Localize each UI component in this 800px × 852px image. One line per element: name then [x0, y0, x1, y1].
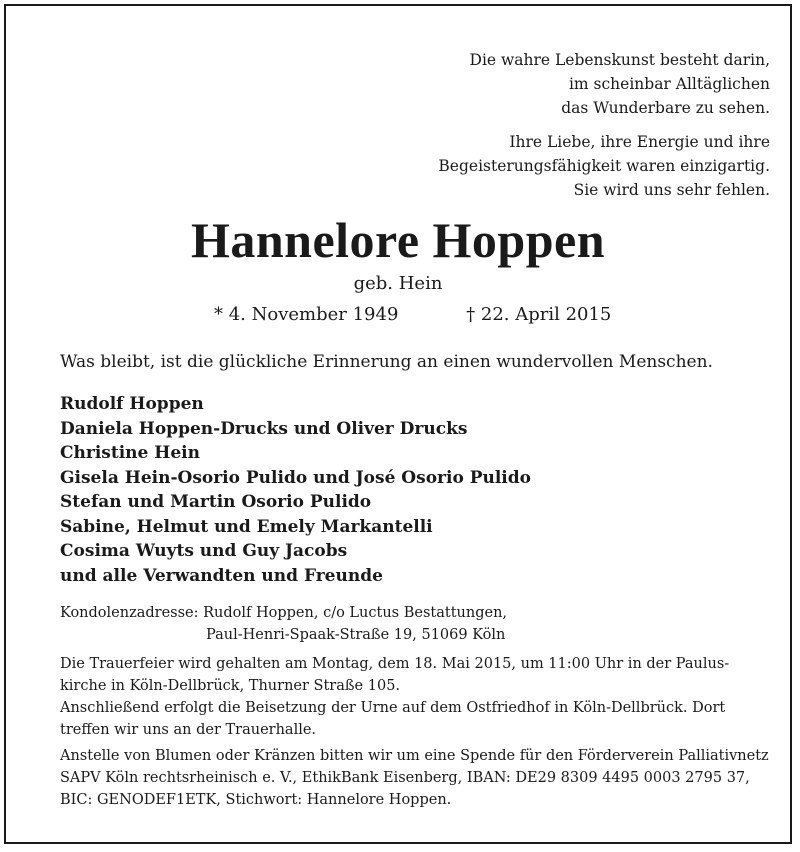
quote-line: im scheinbar Alltäglichen [568, 75, 770, 93]
mourner-entry: und alle Verwandten und Freunde [60, 565, 383, 586]
donation-info [60, 745, 769, 811]
death-date: † 22. April 2015 [466, 304, 612, 325]
mourner-entry: Gisela Hein-Osorio Pulido und José Osorio Pulido [60, 467, 531, 488]
condolence-line: Kondolenzadresse: Rudolf Hoppen, c/o Luctus Bestattungen, [60, 605, 508, 621]
quote-line: Sie wird uns sehr fehlen. [573, 181, 770, 199]
ceremony-line: kirche in Köln-Dellbrück, Thurner Straße 105. [60, 678, 401, 694]
quote-line: Die wahre Lebenskunst besteht darin, [469, 51, 770, 69]
life-dates [214, 303, 611, 327]
condolence-line: Paul-Henri-Spaak-Straße 19, 51069 Köln [206, 627, 506, 643]
ceremony-line: Die Trauerfeier wird gehalten am Montag, dem 18. Mai 2015, um 11:00 Uhr in der Paulus- [60, 656, 730, 672]
mourner-entry: Daniela Hoppen-Drucks und Oliver Drucks [60, 418, 468, 439]
donation-line: BIC: GENODEF1ETK, Stichwort: Hannelore Hoppen. [60, 792, 452, 808]
quote-block [438, 48, 770, 212]
donation-line: SAPV Köln rechtsrheinisch e. V., EthikBank Eisenberg, IBAN: DE29 8309 4495 0003 2795 37, [60, 770, 750, 786]
memory-line: Was bleibt, ist die glückliche Erinnerung an einen wundervollen Menschen. [60, 352, 713, 372]
ceremony-line: treffen wir uns an der Trauerhalle. [60, 722, 317, 738]
quote-stanza-1 [438, 48, 770, 120]
deceased-name: Hannelore Hoppen [190, 212, 606, 268]
quote-line: Ihre Liebe, ihre Energie und ihre [509, 133, 770, 151]
condolence-address [60, 602, 507, 646]
ceremony-line: Anschließend erfolgt die Beisetzung der Urne auf dem Ostfriedhof in Köln-Dellbrück. Dort [60, 700, 726, 716]
ceremony-info [60, 653, 729, 741]
quote-line: Begeisterungsfähigkeit waren einzigartig. [438, 157, 770, 175]
mourner-entry: Christine Hein [60, 443, 200, 463]
donation-line: Anstelle von Blumen oder Kränzen bitten wir um eine Spende für den Förderverein Palliativnetz [60, 748, 769, 764]
mourners-list [60, 392, 531, 588]
mourner-entry: Sabine, Helmut und Emely Markantelli [60, 516, 433, 537]
quote-stanza-2 [438, 130, 770, 202]
mourner-entry: Stefan und Martin Osorio Pulido [60, 492, 372, 512]
obituary-notice [4, 4, 792, 844]
maiden-name: geb. Hein [353, 273, 443, 294]
birth-date: * 4. November 1949 [214, 304, 399, 325]
mourner-entry: Cosima Wuyts und Guy Jacobs [60, 541, 348, 561]
quote-line: das Wunderbare zu sehen. [561, 99, 770, 117]
mourner-entry: Rudolf Hoppen [60, 394, 204, 414]
